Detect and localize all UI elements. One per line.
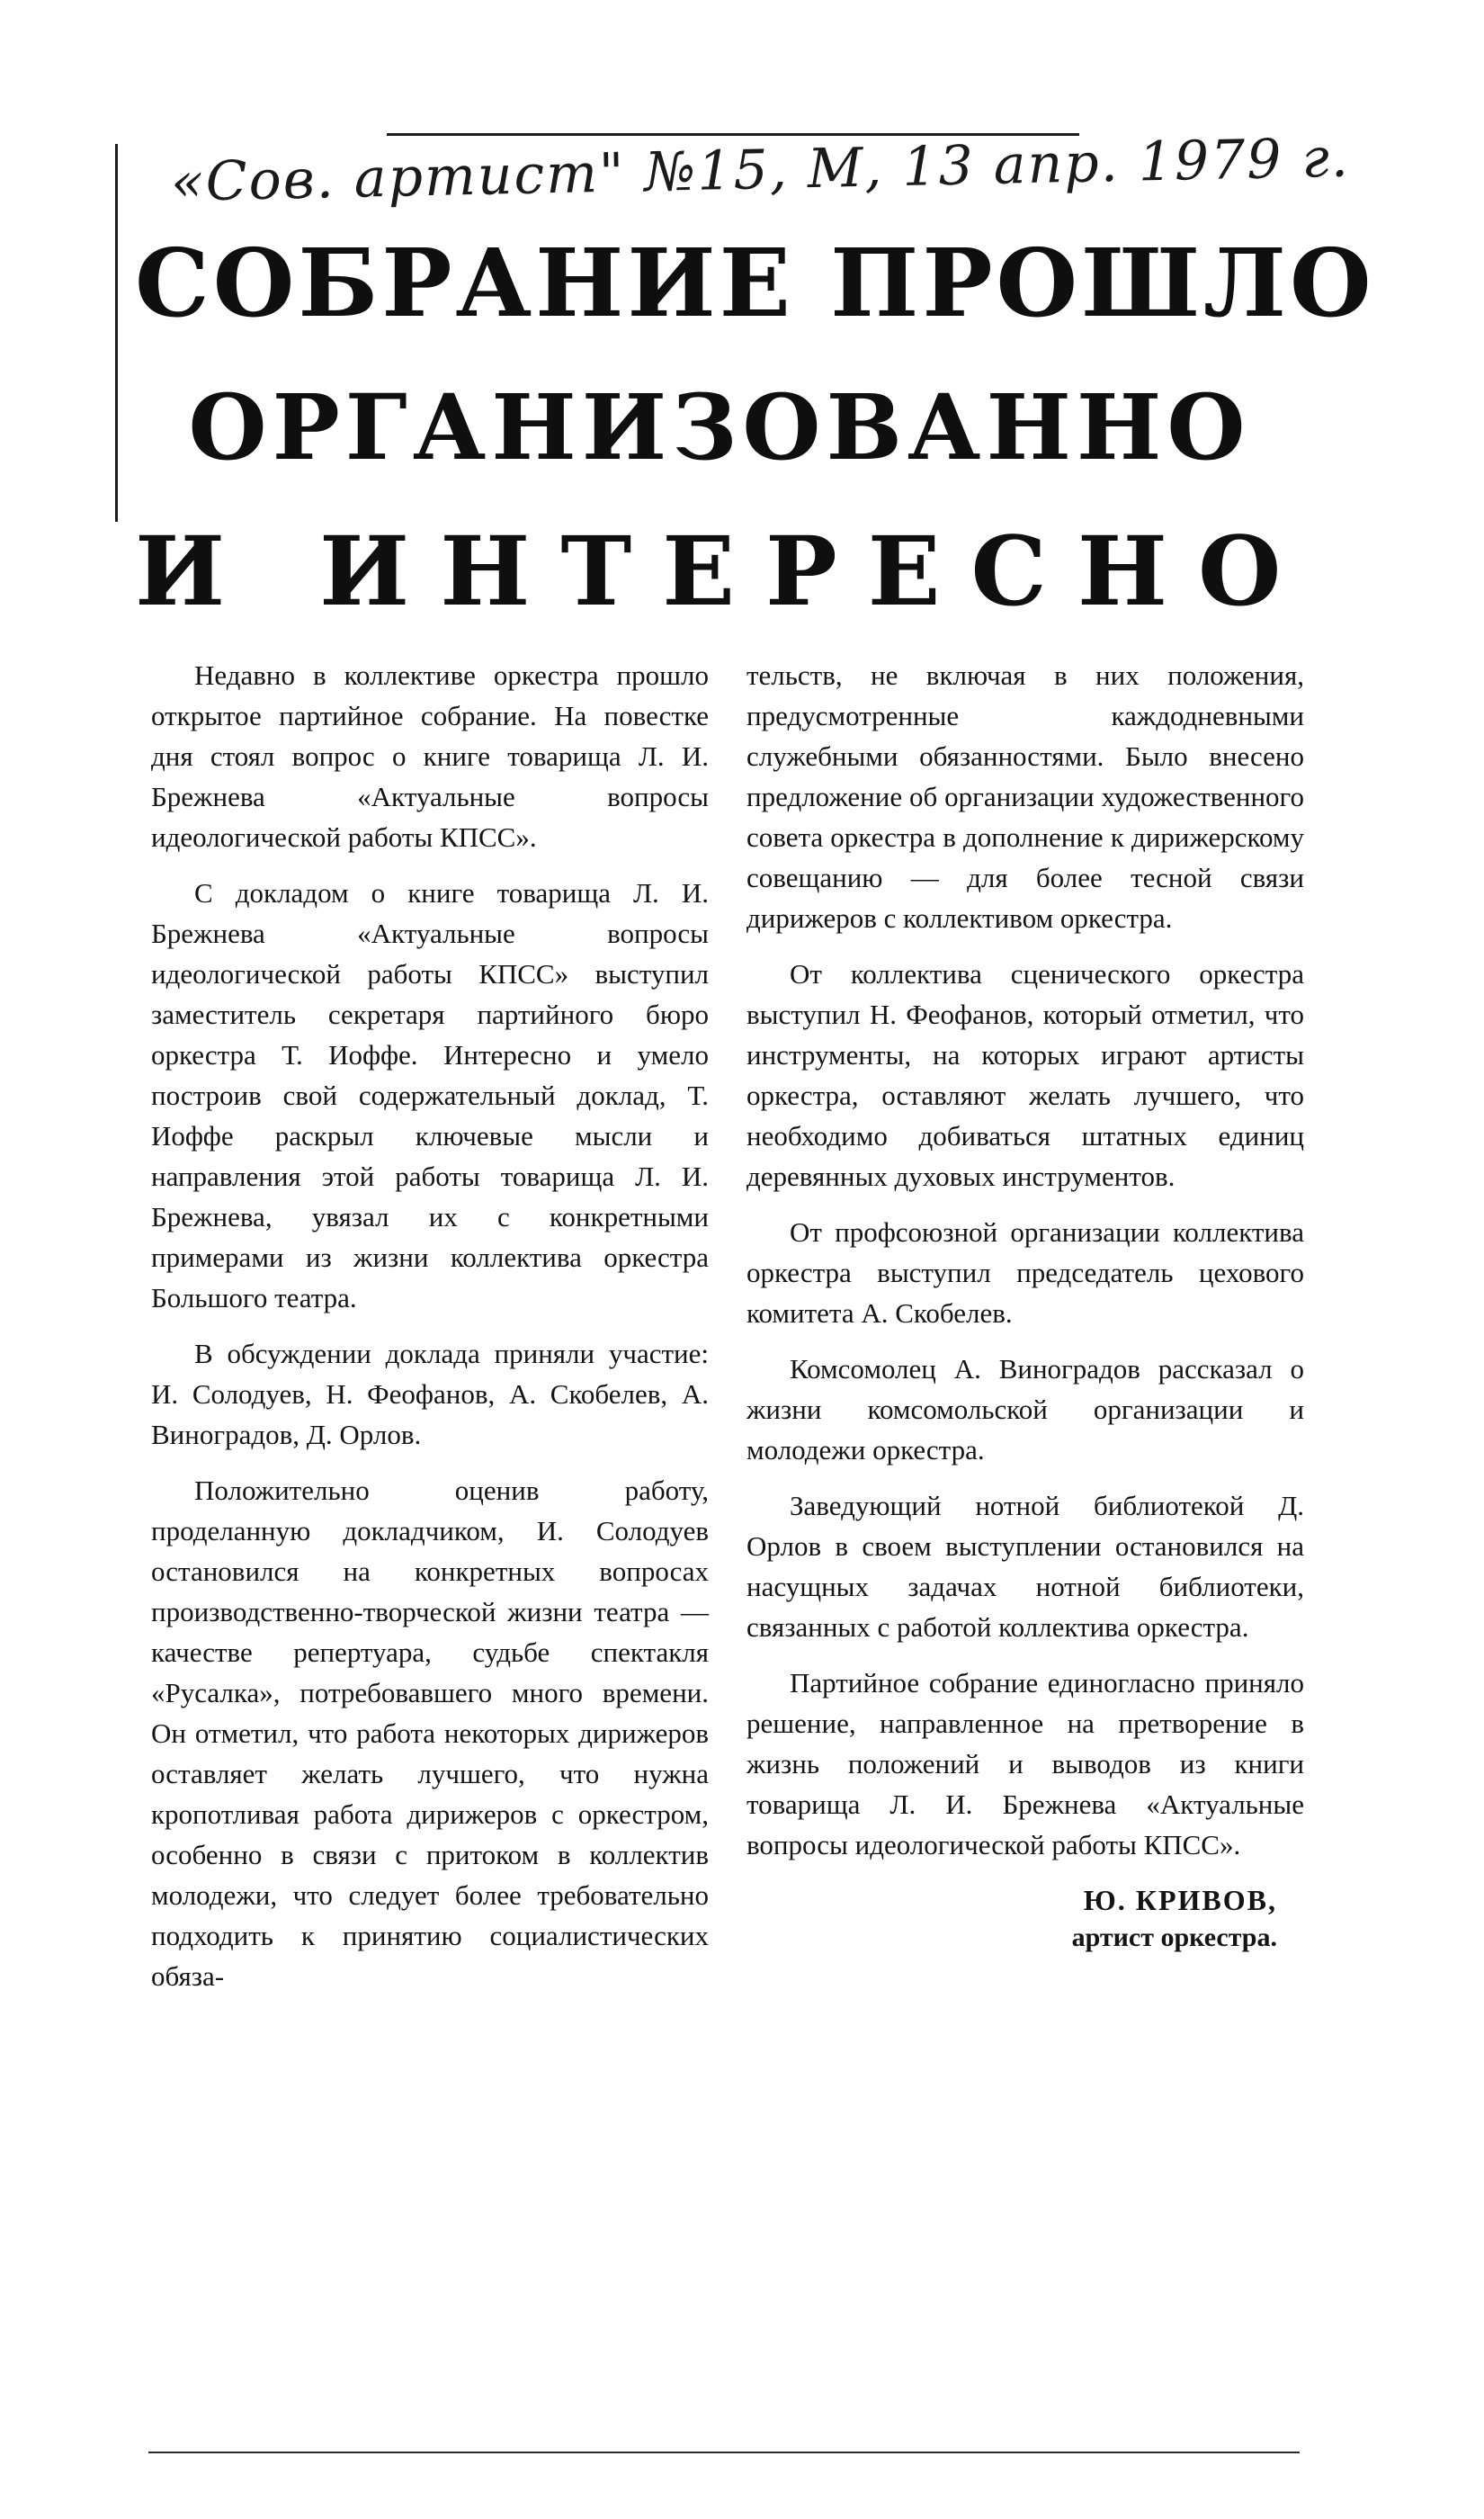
author-signature bbox=[746, 1880, 1304, 1956]
paragraph: Партийное собрание единогласно приняло решение, направленное на претворение в жизнь положений и выводов из книги товарища Л. И. Брежнева «Актуальные вопросы идеологической работы КПСС». bbox=[746, 1667, 1304, 1860]
headline-line-3: И ИНТЕРЕСНО bbox=[135, 515, 1312, 627]
paragraph: Недавно в коллективе оркестра прошло открытое партийное собрание. На повестке дня стоял вопрос о книге товарища Л. И. Брежнева «Актуальные вопросы идеологической работы КПСС». bbox=[151, 659, 709, 853]
paragraph: Комсомолец А. Виноградов рассказал о жизни комсомольской организации и молодежи оркестра. bbox=[746, 1353, 1304, 1466]
article-column-right bbox=[746, 655, 1304, 1956]
paragraph-continued: тельств, не включая в них положения, предусмотренные каждодневными служебными обязанностями. Было внесено предложение об организации художественного совета оркестра в дополнение к дирижерскому совещанию — для более тесной связи дирижеров с коллективом оркестра. bbox=[746, 659, 1304, 934]
paragraph: От коллектива сценического оркестра выступил Н. Феофанов, который отметил, что инструменты, на которых играют артисты оркестра, оставляют желать лучшего, что необходимо добиваться штатных единиц деревянных духовых инструментов. bbox=[746, 958, 1304, 1192]
left-margin-rule bbox=[115, 144, 118, 522]
handwritten-source-note: «Сов. артист" №15, М, 13 апр. 1979 г. bbox=[170, 126, 1351, 214]
paragraph: С докладом о книге товарища Л. И. Брежнева «Актуальные вопросы идеологической работы КПСС» выступил заместитель секретаря партийного бюро оркестра Т. Иоффе. Интересно и умело построив свой содержательный доклад, Т. Иоффе раскрыл ключевые мысли и направления этой работы товарища Л. И. Брежнева, увязал их с конкретными примерами из жизни коллектива оркестра Большого театра. bbox=[151, 877, 709, 1313]
paragraph: Заведующий нотной библиотекой Д. Орлов в своем выступлении остановился на насущных задачах нотной библиотеки, связанных с работой коллектива оркестра. bbox=[746, 1490, 1304, 1643]
author-name: Ю. КРИВОВ, bbox=[1083, 1884, 1277, 1916]
paragraph: От профсоюзной организации коллектива оркестра выступил председатель цехового комитета А. Скобелев. bbox=[746, 1216, 1304, 1329]
headline-line-2: ОРГАНИЗОВАННО bbox=[188, 374, 1251, 480]
headline-line-1: СОБРАНИЕ ПРОШЛО bbox=[135, 228, 1375, 338]
article-headline bbox=[135, 211, 1375, 643]
article-column-left bbox=[151, 655, 709, 2012]
paragraph: Положительно оценив работу, проделанную докладчиком, И. Солодуев остановился на конкретных вопросах производственно-творческой жизни театра — качестве репертуара, судьбе спектакля «Русалка», потребовавшего много времени. Он отметил, что работа некоторых дирижеров оставляет желать лучшего, что нужна кропотливая работа дирижеров с оркестром, особенно в связи с притоком в коллектив молодежи, что следует более требовательно подходить к принятию социалистических обяза- bbox=[151, 1475, 709, 1992]
paragraph: В обсуждении доклада приняли участие: И. Солодуев, Н. Феофанов, А. Скобелев, А. Виноградов, Д. Орлов. bbox=[151, 1338, 709, 1450]
bottom-rule bbox=[148, 2452, 1300, 2453]
author-role: артист оркестра. bbox=[1071, 1923, 1277, 1952]
